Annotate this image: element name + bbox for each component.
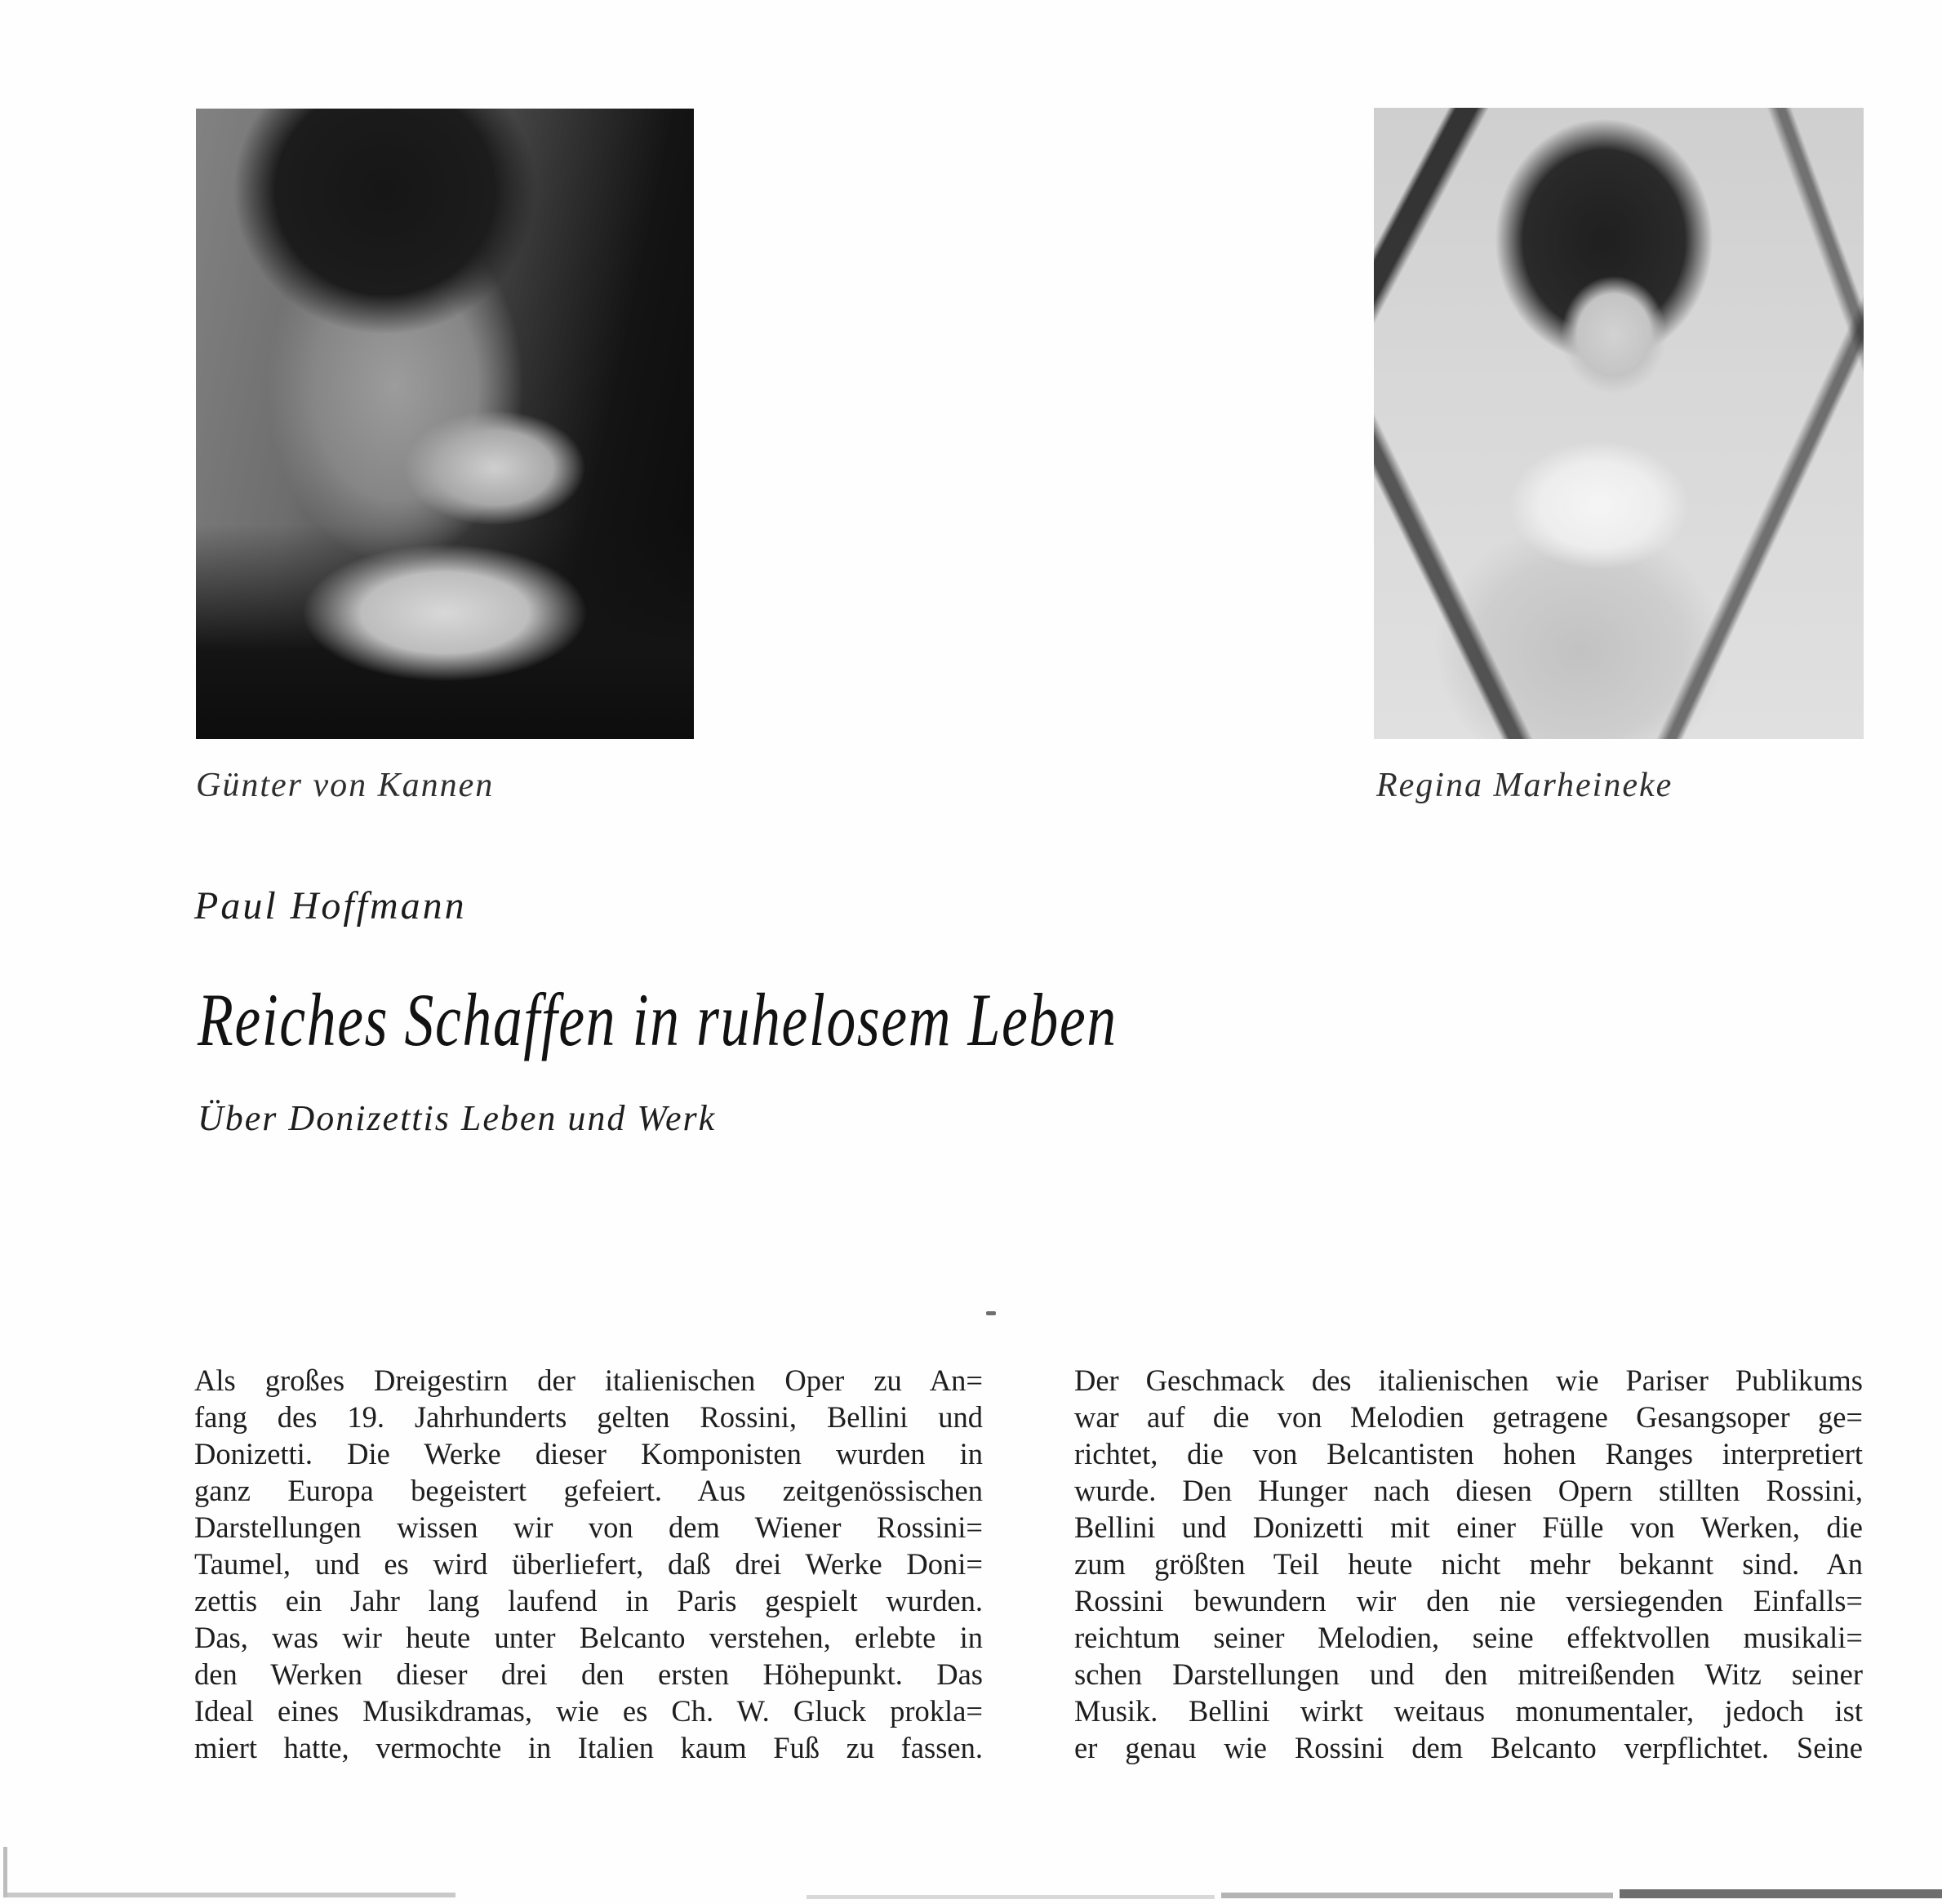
text-line: wurde. Den Hunger nach diesen Opern stillten Rossini, — [1074, 1474, 1863, 1507]
scan-edge-artifact — [1221, 1893, 1613, 1898]
photo-regina-marheineke — [1374, 108, 1864, 739]
text-line: Ideal eines Musikdramas, wie es Ch. W. Gluck prokla= — [194, 1694, 983, 1728]
text-line: er genau wie Rossini dem Belcanto verpflichtet. Seine — [1074, 1731, 1863, 1764]
article-title: Reiches Schaffen in ruhelosem Leben — [198, 978, 1118, 1061]
text-line: Taumel, und es wird überliefert, daß drei Werke Doni= — [194, 1547, 983, 1581]
photo-gunter-von-kannen — [196, 109, 694, 739]
text-line: richtet, die von Belcantisten hohen Ranges interpretiert — [1074, 1437, 1863, 1470]
text-line: schen Darstellungen und den mitreißenden Witz seiner — [1074, 1657, 1863, 1691]
text-line: miert hatte, vermochte in Italien kaum Fuß zu fassen. — [194, 1731, 983, 1764]
text-line: Rossini bewundern wir den nie versiegenden Einfalls= — [1074, 1584, 1863, 1617]
scan-speck — [986, 1311, 996, 1315]
text-line: Der Geschmack des italienischen wie Pariser Publikums — [1074, 1363, 1863, 1397]
text-line: fang des 19. Jahrhunderts gelten Rossini, Bellini und — [194, 1400, 983, 1434]
text-line: zettis ein Jahr lang laufend in Paris gespielt wurden. — [194, 1584, 983, 1617]
text-line: den Werken dieser drei den ersten Höhepunkt. Das — [194, 1657, 983, 1691]
photo-caption-left: Günter von Kannen — [196, 767, 495, 804]
author-name: Paul Hoffmann — [194, 884, 467, 928]
photo-caption-right: Regina Marheineke — [1376, 767, 1673, 804]
text-line: Das, was wir heute unter Belcanto verstehen, erlebte in — [194, 1621, 983, 1654]
text-line: Musik. Bellini wirkt weitaus monumentaler, jedoch ist — [1074, 1694, 1863, 1728]
portrait-woman-image — [1374, 108, 1864, 739]
text-line: war auf die von Melodien getragene Gesangsoper ge= — [1074, 1400, 1863, 1434]
portrait-man-profile-image — [196, 109, 694, 739]
scan-edge-artifact — [7, 1893, 456, 1897]
body-column-left — [194, 1362, 983, 1766]
body-column-right — [1074, 1362, 1863, 1766]
text-line: reichtum seiner Melodien, seine effektvollen musikali= — [1074, 1621, 1863, 1654]
text-line: ganz Europa begeistert gefeiert. Aus zeitgenössischen — [194, 1474, 983, 1507]
text-line: Darstellungen wissen wir von dem Wiener Rossini= — [194, 1510, 983, 1544]
text-line: Bellini und Donizetti mit einer Fülle von Werken, die — [1074, 1510, 1863, 1544]
text-line: Als großes Dreigestirn der italienischen Oper zu An= — [194, 1363, 983, 1397]
text-line: zum größten Teil heute nicht mehr bekannt sind. An — [1074, 1547, 1863, 1581]
text-line: Donizetti. Die Werke dieser Komponisten wurden in — [194, 1437, 983, 1470]
scan-edge-artifact — [3, 1847, 7, 1897]
scan-edge-artifact — [1620, 1889, 1942, 1898]
article-subtitle: Über Donizettis Leben und Werk — [198, 1098, 717, 1138]
scan-edge-artifact — [807, 1895, 1215, 1899]
